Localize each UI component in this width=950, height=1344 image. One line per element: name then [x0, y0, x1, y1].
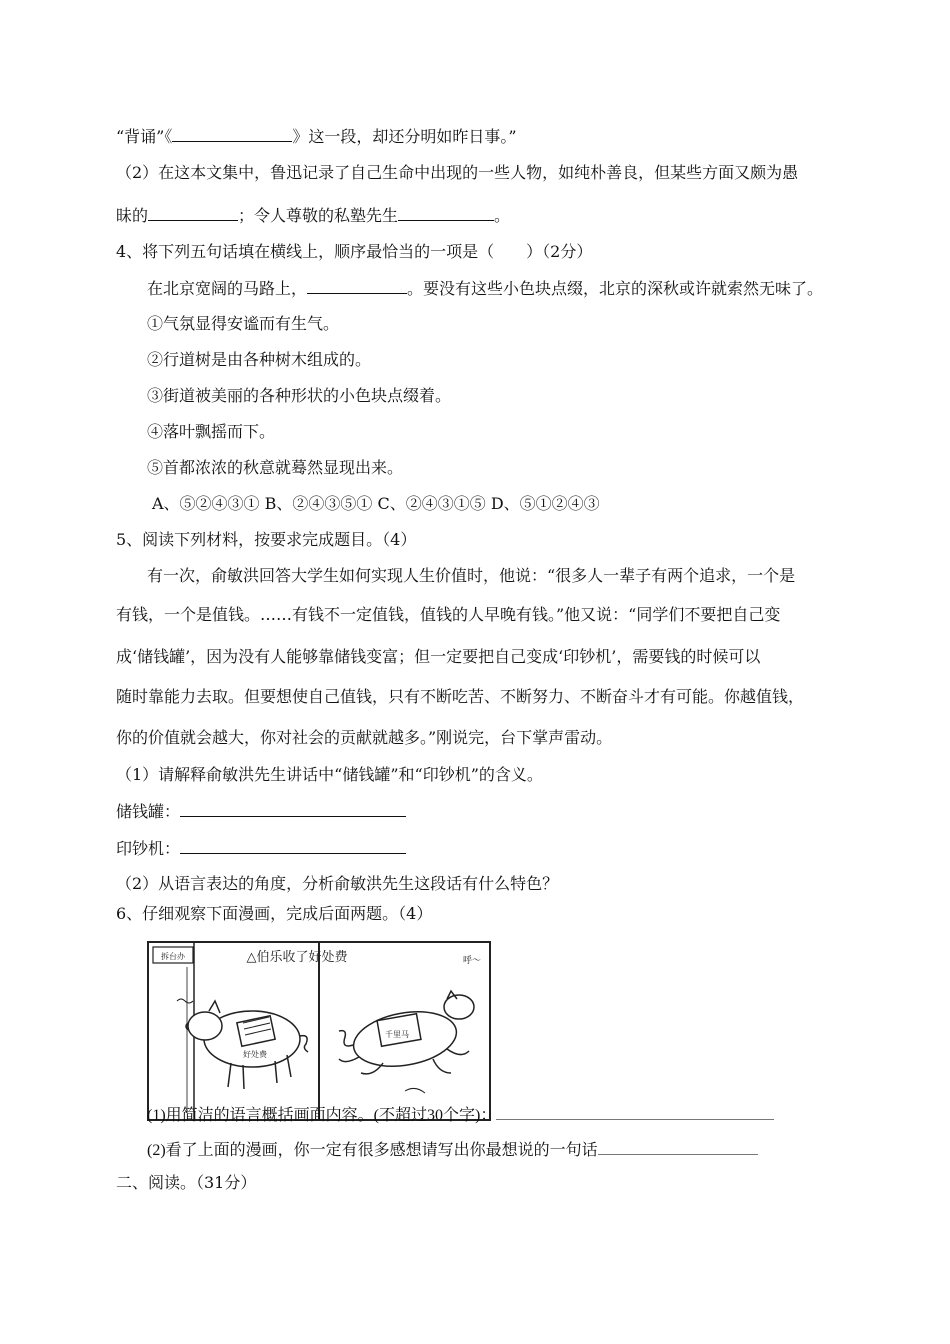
- blank-q3-title[interactable]: [172, 126, 292, 142]
- q4-options: A、⑤②④③① B、②④③⑤① C、②④③①⑤ D、⑤①②④③: [152, 494, 600, 513]
- q5-passage-line: 你的价值就会越大，你对社会的贡献就越多。”刚说完，台下掌声雷动。: [116, 728, 613, 747]
- blank-character-b[interactable]: [398, 205, 494, 221]
- q5-title: 5、阅读下列材料，按要求完成题目。（4）: [116, 530, 417, 549]
- blank-cartoon-summary[interactable]: [496, 1104, 774, 1120]
- q5-answer-b: 印钞机：: [116, 838, 406, 859]
- q4-item: ①气氛显得安谧而有生气。: [147, 314, 340, 333]
- q5-passage-line: 有钱，一个是值钱。……有钱不一定值钱，值钱的人早晚有钱。”他又说：“同学们不要把自己变: [116, 605, 781, 624]
- q4-title: 4、将下列五句话填在横线上，顺序最恰当的一项是（ ）（2分）: [116, 242, 593, 261]
- q5-passage-line: 随时靠能力去取。但要想使自己值钱，只有不断吃苦、不断努力、不断奋斗才有可能。你越值钱，: [116, 687, 805, 706]
- blank-character-a[interactable]: [148, 205, 238, 221]
- q3-part2-intro: （2）在这本文集中，鲁迅记录了自己生命中出现的一些人物，如纯朴善良，但某些方面又颇为愚: [116, 163, 799, 182]
- q6-title: 6、仔细观察下面漫画，完成后面两题。（4）: [116, 904, 433, 923]
- blank-piggy-bank[interactable]: [180, 801, 406, 817]
- blank-cartoon-thought[interactable]: [598, 1139, 758, 1155]
- q5-passage-line: 有一次，俞敏洪回答大学生如何实现人生价值时，他说：“很多人一辈子有两个追求，一个是: [147, 566, 796, 585]
- q4-item: ④落叶飘摇而下。: [147, 422, 276, 441]
- q5-sub1: （1）请解释俞敏洪先生讲话中“储钱罐”和“印钞机”的含义。: [116, 765, 543, 784]
- q6-sub1: (1)用简洁的语言概括画面内容。(不超过30个字)：: [147, 1104, 774, 1126]
- blank-money-printer[interactable]: [180, 838, 406, 854]
- blank-q4-stem[interactable]: [307, 278, 407, 294]
- cartoon-belly-left: 好处费: [243, 1050, 267, 1059]
- cartoon-image: [147, 941, 491, 1121]
- q4-item: ③街道被美丽的各种形状的小色块点缀着。: [147, 386, 452, 405]
- q5-answer-a: 储钱罐：: [116, 801, 406, 822]
- q4-item: ⑤首都浓浓的秋意就蓦然显现出来。: [147, 458, 404, 477]
- cartoon-sign: 拆台办: [161, 952, 185, 961]
- q4-item: ②行道树是由各种树木组成的。: [147, 350, 372, 369]
- cartoon-caption: △伯乐收了好处费: [246, 950, 348, 965]
- section-2-heading: 二、阅读。（31分）: [116, 1173, 257, 1192]
- q4-stem: 在北京宽阔的马路上， 。要没有这些小色块点缀，北京的深秋或许就索然无味了。: [147, 279, 824, 298]
- q3-part2-answers: 昧的 ；令人尊敬的私塾先生 。: [116, 206, 511, 225]
- q5-sub2: （2）从语言表达的角度，分析俞敏洪先生这段话有什么特色？: [116, 874, 559, 893]
- cartoon-belly-right: 千里马: [385, 1030, 409, 1039]
- q6-sub2: (2)看了上面的漫画，你一定有很多感想请写出你最想说的一句话: [147, 1139, 758, 1161]
- q5-passage-line: 成‘储钱罐’，因为没有人能够靠储钱变富；但一定要把自己变成‘印钞机’，需要钱的时候可以: [116, 647, 761, 666]
- cartoon-snort: 呼～: [463, 956, 482, 966]
- q3-line1: “背诵”《 》这一段，却还分明如昨日事。”: [116, 127, 517, 146]
